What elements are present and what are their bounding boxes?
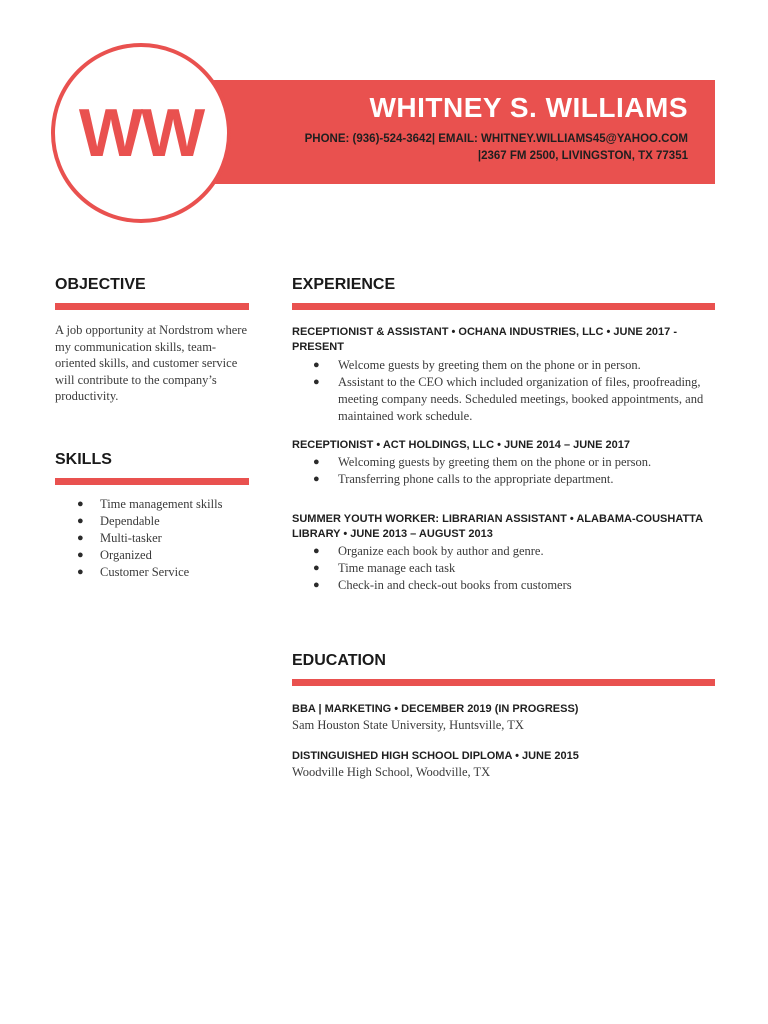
skills-section — [55, 449, 249, 581]
skill-label: Time management skills — [100, 497, 223, 511]
list-item — [292, 471, 715, 488]
job-bullet-text: Transferring phone calls to the appropriate department. — [338, 472, 614, 486]
job-bullets — [292, 357, 715, 425]
experience-title: EXPERIENCE — [292, 276, 396, 293]
job-entry — [292, 438, 715, 488]
job-bullet-text: Welcoming guests by greeting them on the phone or in person. — [338, 455, 652, 469]
list-item — [55, 564, 249, 581]
bullet-dot-icon: ● — [313, 473, 320, 485]
contact-line-phone-email: PHONE: (936)-524-3642| EMAIL: WHITNEY.WILLIAMS45@YAHOO.COM — [304, 133, 688, 145]
list-item — [292, 374, 715, 425]
section-divider — [55, 303, 249, 310]
bullet-dot-icon: ● — [313, 456, 320, 468]
list-item — [292, 357, 715, 374]
skill-label: Multi-tasker — [100, 531, 162, 545]
bullet-dot-icon: ● — [77, 549, 84, 561]
job-bullet-text: Time manage each task — [338, 561, 456, 575]
education-entry — [292, 748, 715, 781]
list-item — [55, 547, 249, 564]
bullet-dot-icon: ● — [313, 545, 320, 557]
job-heading: RECEPTIONIST & ASSISTANT • OCHANA INDUSTRIES, LLC • JUNE 2017 - PRESENT — [292, 326, 678, 353]
bullet-dot-icon: ● — [313, 579, 320, 591]
degree-heading: BBA | MARKETING • DECEMBER 2019 (IN PROGRESS) — [292, 703, 579, 715]
skill-label: Organized — [100, 548, 152, 562]
bullet-dot-icon: ● — [313, 376, 320, 388]
job-heading: SUMMER YOUTH WORKER: LIBRARIAN ASSISTANT • ALABAMA-COUSHATTA LIBRARY • JUNE 2013 – AUGUST 2013 — [292, 513, 703, 540]
monogram: WW — [78, 95, 204, 171]
education-section — [292, 650, 715, 781]
list-item — [292, 577, 715, 594]
list-item — [292, 560, 715, 577]
section-divider — [292, 679, 715, 686]
skills-title: SKILLS — [55, 451, 112, 468]
list-item — [55, 513, 249, 530]
job-heading: RECEPTIONIST • ACT HOLDINGS, LLC • JUNE 2014 – JUNE 2017 — [292, 439, 630, 451]
skill-label: Dependable — [100, 514, 160, 528]
bullet-dot-icon: ● — [77, 498, 84, 510]
candidate-name: WHITNEY S. WILLIAMS — [369, 92, 688, 123]
job-entry — [292, 512, 715, 594]
experience-section — [292, 274, 715, 594]
job-bullet-text: Welcome guests by greeting them on the phone or in person. — [338, 358, 641, 372]
school-name: Woodville High School, Woodville, TX — [292, 765, 491, 779]
bullet-dot-icon: ● — [77, 515, 84, 527]
job-bullet-text: Check-in and check-out books from customers — [338, 578, 572, 592]
skills-list — [55, 496, 249, 581]
objective-title: OBJECTIVE — [55, 276, 146, 293]
list-item — [55, 530, 249, 547]
job-bullets — [292, 454, 715, 488]
degree-heading: DISTINGUISHED HIGH SCHOOL DIPLOMA • JUNE 2015 — [292, 750, 579, 762]
bullet-dot-icon: ● — [77, 532, 84, 544]
education-title: EDUCATION — [292, 652, 386, 669]
objective-section — [55, 274, 249, 405]
education-entry — [292, 701, 715, 734]
section-divider — [55, 478, 249, 485]
contact-line-address: |2367 FM 2500, LIVINGSTON, TX 77351 — [477, 150, 688, 162]
job-entry — [292, 325, 715, 425]
job-bullet-text: Assistant to the CEO which included organization of files, proofreading, meeting company needs. Scheduled meetings, booked appointments, and maintained work schedule. — [338, 375, 704, 423]
list-item — [292, 454, 715, 471]
objective-text: A job opportunity at Nordstrom where my communication skills, team-oriented skills, and customer service will contribute to the company’s productivity. — [55, 323, 247, 403]
skill-label: Customer Service — [100, 565, 190, 579]
job-bullet-text: Organize each book by author and genre. — [338, 544, 544, 558]
job-bullets — [292, 543, 715, 594]
school-name: Sam Houston State University, Huntsville, TX — [292, 718, 524, 732]
bullet-dot-icon: ● — [313, 359, 320, 371]
bullet-dot-icon: ● — [77, 566, 84, 578]
section-divider — [292, 303, 715, 310]
bullet-dot-icon: ● — [313, 562, 320, 574]
list-item — [55, 496, 249, 513]
list-item — [292, 543, 715, 560]
